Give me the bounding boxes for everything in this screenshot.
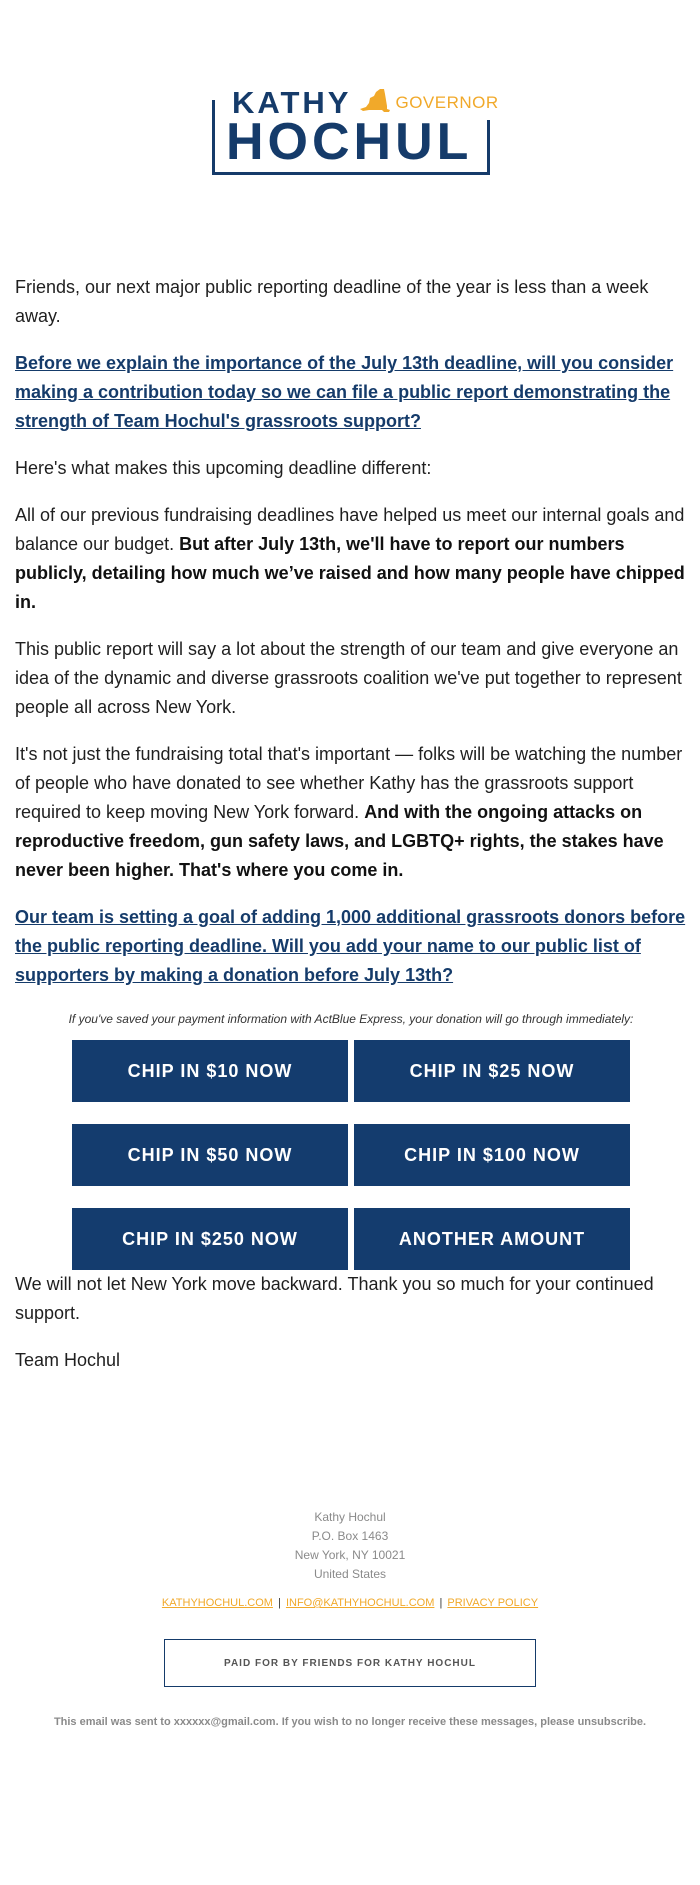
paragraph-deadline-different: Here's what makes this upcoming deadline different: <box>15 458 432 478</box>
paid-for-disclaimer: PAID FOR BY FRIENDS FOR KATHY HOCHUL <box>164 1639 536 1687</box>
chip-in-100-button[interactable]: CHIP IN $100 NOW <box>354 1124 630 1186</box>
privacy-policy-link[interactable]: PRIVACY POLICY <box>447 1597 539 1609</box>
closing-paragraph: We will not let New York move backward. Thank you so much for your continued support. <box>15 1274 654 1323</box>
paragraph-intro: Friends, our next major public reporting deadline of the year is less than a week away. <box>15 277 649 326</box>
signature: Team Hochul <box>15 1350 121 1370</box>
text-plain: It's not just the fundraising total that's important — folks will be watching the number of people who have donated to see whether Kathy has the grassroots support required to keep moving New York forward. <box>15 744 683 822</box>
text-plain: All of our previous fundraising deadlines have helped us meet our internal goals and balance our budget. <box>15 505 685 554</box>
paragraph-cta-2 <box>15 903 687 990</box>
email-body <box>15 273 687 1393</box>
actblue-express-note: If you've saved your payment information with ActBlue Express, your donation will go through immediately: <box>68 1012 634 1026</box>
paragraph-fundraising-total <box>15 740 687 885</box>
paragraph-public-report: This public report will say a lot about the strength of our team and give everyone an idea of the dynamic and diverse grassroots coalition we've put together to represent people all across New York. <box>15 639 682 717</box>
address-po-box: P.O. Box 1463 <box>311 1529 389 1543</box>
logo-office: GOVERNOR <box>395 93 499 112</box>
chip-in-25-button[interactable]: CHIP IN $25 NOW <box>354 1040 630 1102</box>
donation-link-2[interactable]: Our team is setting a goal of adding 1,000 additional grassroots donors before the public reporting deadline. Will you add your name to our public list of supporters by making a donation before July 13th? <box>15 907 686 985</box>
footer-links <box>0 1597 700 1609</box>
website-link[interactable]: KATHYHOCHUL.COM <box>161 1597 273 1609</box>
logo-first-name: KATHY <box>232 85 352 120</box>
paragraph-previous-deadlines <box>15 501 687 617</box>
email-link[interactable]: INFO@KATHYHOCHUL.COM <box>285 1597 435 1609</box>
unsubscribe-notice[interactable]: This email was sent to xxxxxx@gmail.com. If you wish to no longer receive these messages, please unsubscribe. <box>53 1716 647 1728</box>
donation-link-1[interactable]: Before we explain the importance of the July 13th deadline, will you consider making a contribution today so we can file a public report demonstrating the strength of Team Hochul's grassroots support? <box>15 353 674 431</box>
chip-in-10-button[interactable]: CHIP IN $10 NOW <box>72 1040 348 1102</box>
text-bold: And with the ongoing attacks on reproductive freedom, gun safety laws, and LGBTQ+ rights, the stakes have never been higher. That's where you come in. <box>15 802 664 880</box>
campaign-logo <box>212 85 499 176</box>
donation-button-grid <box>72 1040 630 1270</box>
link-separator: | <box>439 1597 443 1609</box>
mailing-address <box>0 1508 700 1584</box>
link-separator: | <box>278 1597 281 1609</box>
chip-in-50-button[interactable]: CHIP IN $50 NOW <box>72 1124 348 1186</box>
email-footer <box>0 1508 700 1728</box>
address-name: Kathy Hochul <box>314 1510 386 1524</box>
address-country: United States <box>313 1567 387 1581</box>
paragraph-cta-1 <box>15 349 687 436</box>
logo-last-name: HOCHUL <box>226 113 473 171</box>
another-amount-button[interactable]: ANOTHER AMOUNT <box>354 1208 630 1270</box>
address-city: New York, NY 10021 <box>294 1548 406 1562</box>
chip-in-250-button[interactable]: CHIP IN $250 NOW <box>72 1208 348 1270</box>
text-bold: But after July 13th, we'll have to report our numbers publicly, detailing how much we’ve raised and how many people have chipped in. <box>15 534 685 612</box>
